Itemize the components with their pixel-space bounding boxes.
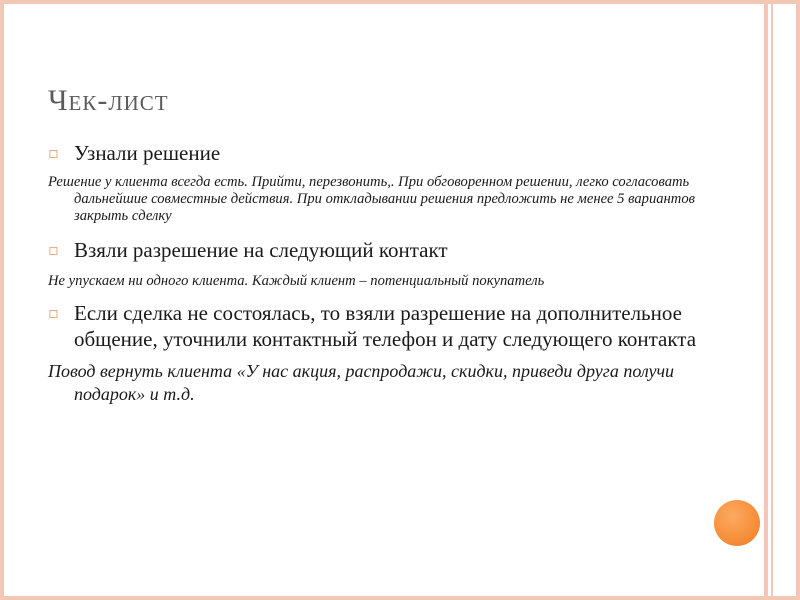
bullet-item-2: [48, 237, 698, 263]
slide-content: [48, 140, 698, 406]
hollow-square-bullet-icon: ▫: [48, 143, 59, 162]
left-border: [0, 0, 4, 600]
hollow-square-bullet-icon: ▫: [48, 303, 59, 322]
top-border: [0, 0, 800, 4]
right-border-line: [764, 0, 768, 600]
bullet-item-3: [48, 300, 698, 352]
right-edge-border: [796, 0, 800, 600]
bottom-border: [0, 596, 800, 600]
right-border-line-thin: [771, 0, 773, 600]
orange-circle-decoration: [714, 500, 760, 546]
bullet-text: Узнали решение: [74, 141, 221, 165]
note-2: Не упускаем ни одного клиента. Каждый клиент – потенциальный покупатель: [48, 273, 545, 289]
bullet-item-1: [48, 140, 698, 166]
bullet-text: Если сделка не состоялась, то взяли разрешение на дополнительное общение, уточнили контактный телефон и дату следующего контакта: [74, 301, 697, 351]
note-3: Повод вернуть клиента «У нас акция, распродажи, скидки, приведи друга получи подарок» и т.д.: [48, 361, 675, 404]
slide-title: Чек-лист: [48, 84, 169, 117]
hollow-square-bullet-icon: ▫: [48, 240, 59, 259]
bullet-text: Взяли разрешение на следующий контакт: [74, 238, 448, 262]
note-1: Решение у клиента всегда есть. Прийти, перезвонить,. При обговоренном решении, легко согласовать дальнейшие совместные действия. При откладывании решения предложить не менее 5 вариантов закрыть сделку: [48, 174, 695, 224]
